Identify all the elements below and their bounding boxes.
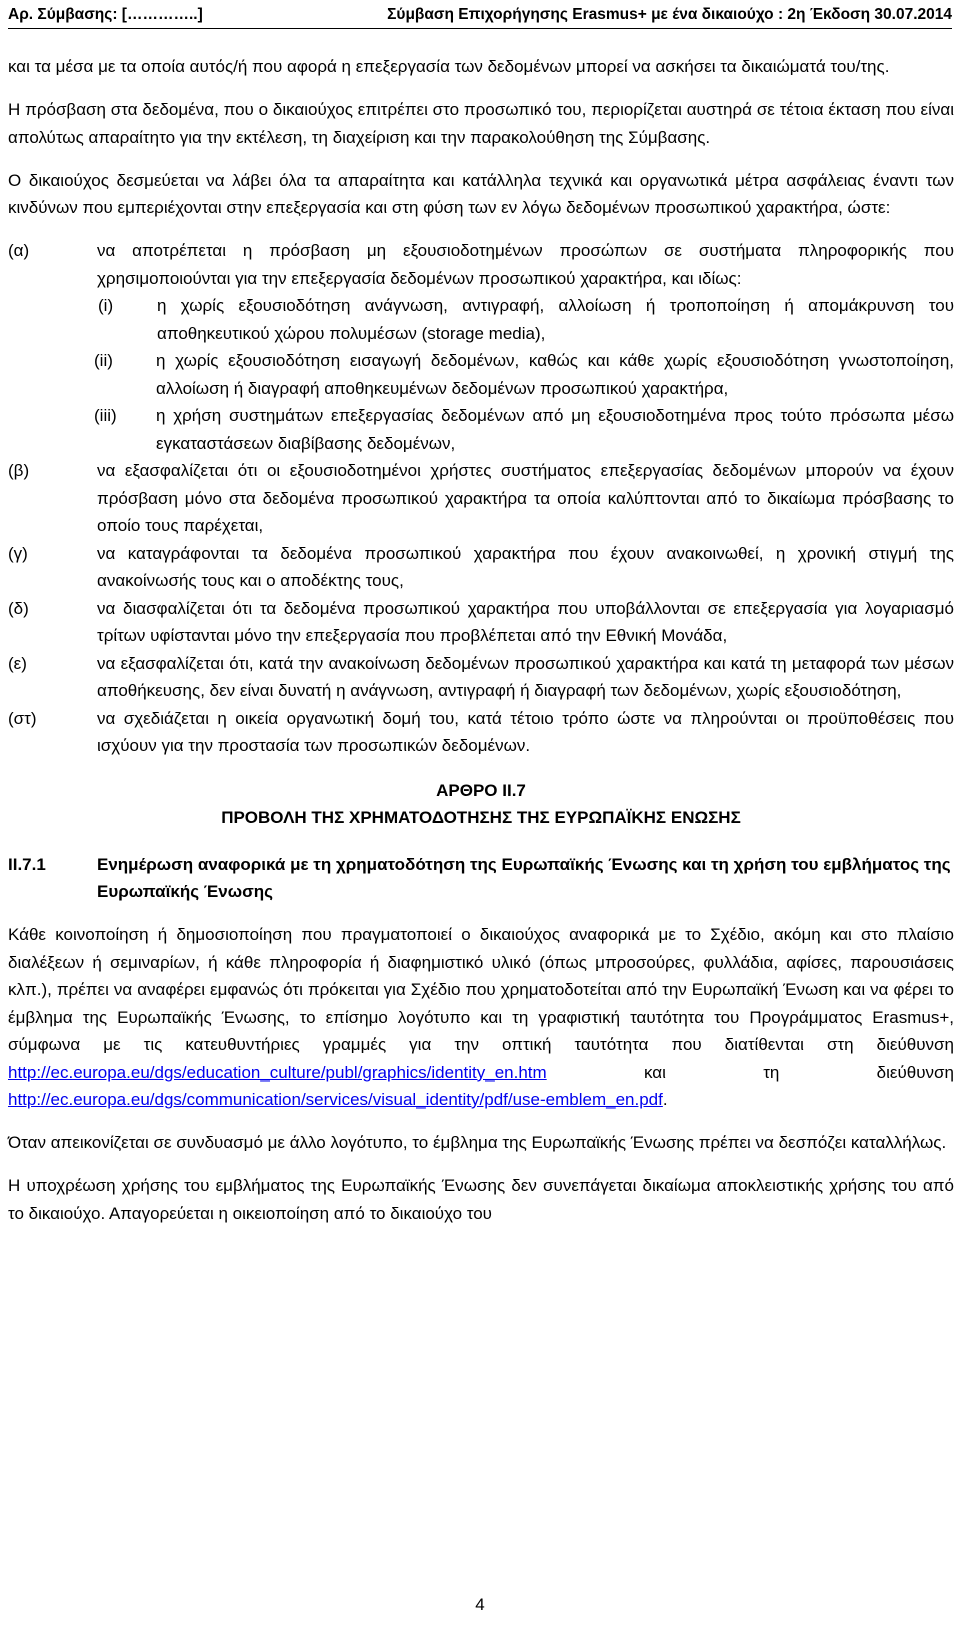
- list-item-text: να καταγράφονται τα δεδομένα προσωπικού χαρακτήρα που έχουν ανακοινωθεί, η χρονική στιγμή της ανακοίνωσής τους και ο αποδέκτης τους,: [97, 543, 954, 590]
- sub-item-label: (ii): [94, 351, 113, 370]
- list-item-label: (γ): [8, 543, 28, 563]
- sub-item-label: (iii): [94, 406, 117, 425]
- section-heading: [8, 851, 954, 906]
- list-item-label: (β): [8, 461, 30, 480]
- document-version: Σύμβαση Επιχορήγησης Erasmus+ με ένα δικαιούχο : 2η Έκδοση 30.07.2014: [387, 6, 952, 23]
- list-item-d: [8, 595, 954, 650]
- paragraph-3: Ο δικαιούχος δεσμεύεται να λάβει όλα τα απαραίτητα και κατάλληλα τεχνικά και οργανωτικά μέτρα ασφάλειας έναντι των κινδύνων που εμπεριέχονται στην επεξεργασία και στη φύση των εν λόγω δεδομένων προσωπικού χαρακτήρα, ώστε:: [8, 170, 954, 217]
- list-item-text: να αποτρέπεται η πρόσβαση μη εξουσιοδοτημένων προσώπων σε συστήματα πληροφορικής που χρησιμοποιούνται για την επεξεργασία δεδομένων προσωπικού χαρακτήρα, και ιδίως:: [97, 241, 954, 288]
- sub-item-text: η χωρίς εξουσιοδότηση εισαγωγή δεδομένων, καθώς και κάθε χωρίς εξουσιοδότηση γνωστοποίηση, αλλοίωση ή διαγραφή αποθηκευμένων δεδομένων προσωπικού χαρακτήρα,: [156, 351, 954, 398]
- page-number: 4: [475, 1595, 485, 1614]
- paragraph-5: Όταν απεικονίζεται σε συνδυασμό με άλλο λογότυπο, το έμβλημα της Ευρωπαϊκής Ένωσης πρέπει να δεσπόζει καταλλήλως.: [8, 1133, 947, 1152]
- list-item-label: (α): [8, 241, 30, 260]
- list-item-b: [8, 457, 954, 540]
- list-item-label: (στ): [8, 708, 37, 728]
- section-number: II.7.1: [8, 854, 46, 874]
- identity-guidelines-link[interactable]: http://ec.europa.eu/dgs/education_culture/publ/graphics/identity_en.htm: [8, 1062, 547, 1082]
- list-item-text: να σχεδιάζεται η οικεία οργανωτική δομή του, κατά τέτοιο τρόπο ώστε να πληρούνται οι προϋποθέσεις που ισχύουν για την προστασία των προσωπικών δεδομένων.: [97, 708, 954, 755]
- list-item-st: [8, 705, 954, 760]
- list-item-e: [8, 650, 954, 705]
- list-item-label: (ε): [8, 653, 27, 673]
- list-item-text: να εξασφαλίζεται ότι οι εξουσιοδοτημένοι χρήστες συστήματος επεξεργασίας δεδομένων μπορούν να έχουν πρόσβαση μόνο στα δεδομένα προσωπικού χαρακτήρα τα οποία καλύπτονται από το δικαίωμα πρόσβασης το οποίο τους παρέχεται,: [97, 461, 954, 535]
- paragraph-4-text-start: Κάθε κοινοποίηση ή δημοσιοποίηση που πραγματοποιεί ο δικαιούχος αναφορικά με το Σχέδιο, ακόμη και στο πλαίσιο διαλέξεων ή σεμιναρίων, ή κάθε πληροφορία ή διαφημιστικό υλικό (όπως μπροσούρες, φυλλάδια, αφίσες, παρουσιάσεις κλπ.), πρέπει να αναφέρει εμφανώς ότι πρόκειται για Σχέδιο που χρηματοδοτείται από την Ευρωπαϊκή Ένωση και να φέρει το έμβλημα της Ευρωπαϊκής Ένωσης, το επίσημο λογότυπο και τη γραφιστική ταυτότητα του Προγράμματος Erasmus+, σύμφωνα με τις κατευθυντήριες γραμμές για την οπτική ταυτότητα που διατίθενται στη διεύθυνση: [8, 925, 954, 1054]
- sub-item-ii: [94, 347, 954, 402]
- paragraph-6: Η υποχρέωση χρήσης του εμβλήματος της Ευρωπαϊκής Ένωσης δεν συνεπάγεται δικαίωμα αποκλειστικής χρήσης του από το δικαιούχο. Απαγορεύεται η οικειοποίηση από το δικαιούχο του: [8, 1176, 954, 1223]
- paragraph-4: [8, 921, 954, 1114]
- security-measures-list: [8, 237, 954, 760]
- section-title: Ενημέρωση αναφορικά με τη χρηματοδότηση της Ευρωπαϊκής Ένωσης και τη χρήση του εμβλήματος της Ευρωπαϊκής Ένωσης: [97, 854, 951, 901]
- article-number: ΑΡΘΡΟ II.7: [436, 780, 526, 800]
- emblem-use-link[interactable]: http://ec.europa.eu/dgs/communication/services/visual_identity/pdf/use-emblem_en.pdf: [8, 1090, 663, 1109]
- list-item-label: (δ): [8, 598, 29, 618]
- contract-number: Αρ. Σύμβασης: […………..]: [8, 6, 203, 23]
- page-header: [8, 2, 952, 29]
- sub-item-i: [97, 292, 954, 347]
- paragraph-2: Η πρόσβαση στα δεδομένα, που ο δικαιούχος επιτρέπει στο προσωπικό του, περιορίζεται αυστηρά σε τέτοια έκταση που είναι απολύτως απαραίτητο για την εκτέλεση, τη διαχείριση και την παρακολούθηση της Σύμβασης.: [8, 100, 954, 147]
- paragraph-4-text-mid: και τη διεύθυνση: [644, 1062, 954, 1082]
- list-item-a: [8, 237, 954, 457]
- sub-item-iii: [94, 402, 954, 457]
- list-item-text: να διασφαλίζεται ότι τα δεδομένα προσωπικού χαρακτήρα που υποβάλλονται σε επεξεργασία για λογαριασμό τρίτων υφίστανται μόνο την επεξεργασία που προβλέπεται από την Εθνική Μονάδα,: [97, 598, 954, 645]
- document-body: [8, 53, 954, 1243]
- list-item-text: να εξασφαλίζεται ότι, κατά την ανακοίνωση δεδομένων προσωπικού χαρακτήρα και κατά τη μεταφορά των μέσων αποθήκευσης, δεν είναι δυνατή η ανάγνωση, αντιγραφή ή διαγραφή των δεδομένων, χωρίς εξουσιοδότηση,: [97, 653, 954, 700]
- article-title: ΠΡΟΒΟΛΗ ΤΗΣ ΧΡΗΜΑΤΟΔΟΤΗΣΗΣ ΤΗΣ ΕΥΡΩΠΑΪΚΗΣ ΕΝΩΣΗΣ: [221, 808, 741, 827]
- paragraph-4-text-end: .: [662, 1090, 668, 1109]
- sub-item-text: η χωρίς εξουσιοδότηση ανάγνωση, αντιγραφή, αλλοίωση ή τροποποίηση ή απομάκρυνση του αποθηκευτικού χώρου πολυμέσων (storage media),: [157, 296, 954, 343]
- list-item-g: [8, 540, 954, 595]
- paragraph-1: και τα μέσα με τα οποία αυτός/ή που αφορά η επεξεργασία των δεδομένων μπορεί να ασκήσει τα δικαιώματά του/της.: [8, 57, 890, 76]
- sub-item-label: (i): [98, 296, 114, 315]
- sub-item-text: η χρήση συστημάτων επεξεργασίας δεδομένων από μη εξουσιοδοτημένα προς τούτο πρόσωπα μέσω εγκαταστάσεων διαβίβασης δεδομένων,: [156, 406, 954, 453]
